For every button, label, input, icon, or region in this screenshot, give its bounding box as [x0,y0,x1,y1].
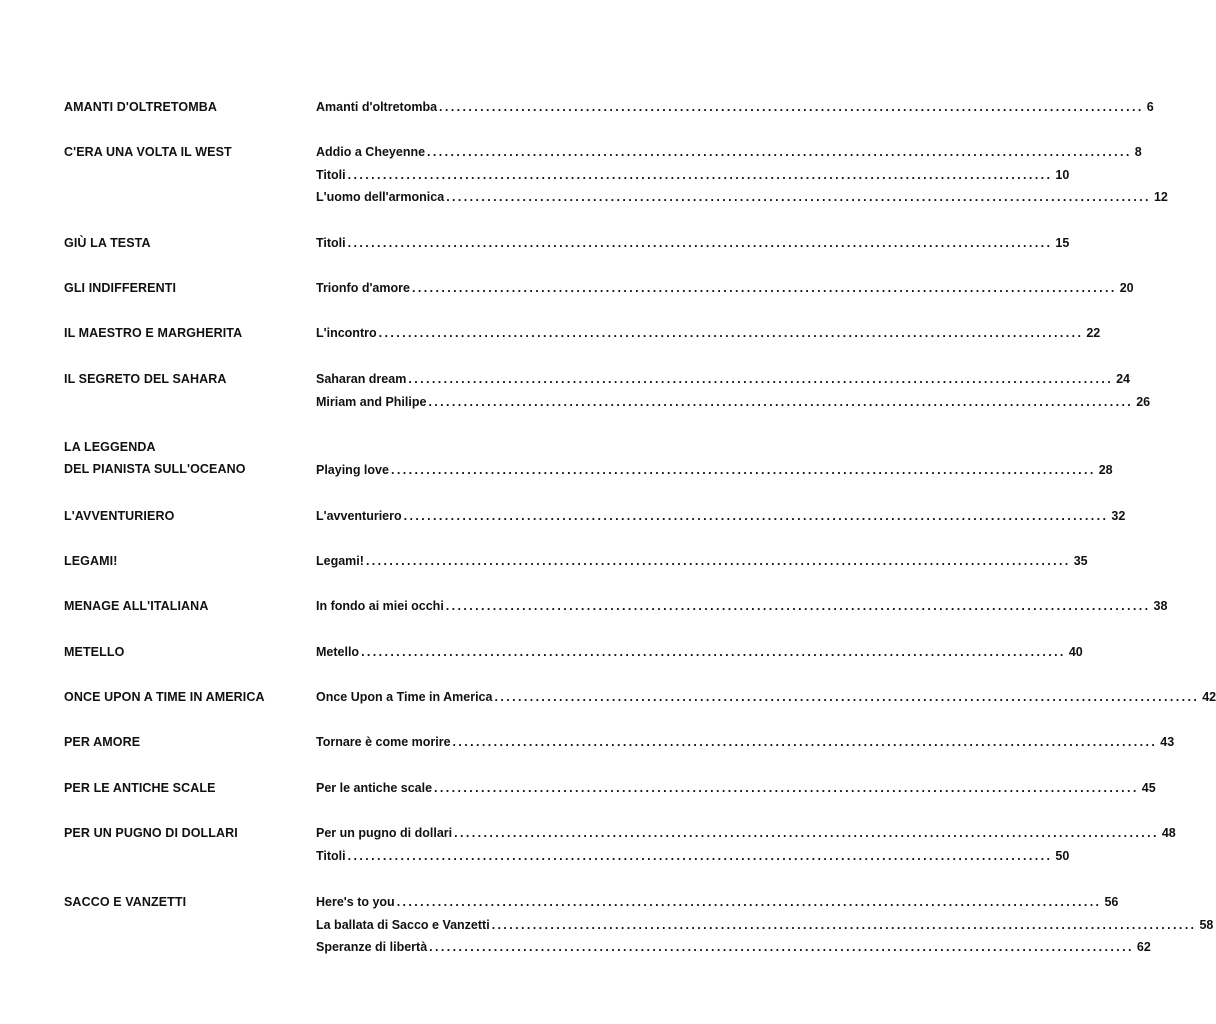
toc-entry [316,936,1151,958]
entry-title: Titoli [316,167,346,182]
entry-title: Saharan dream [316,372,407,386]
entry-title: Addio a Cheyenne [316,145,426,159]
entry-title: Speranze di libertà [316,940,428,954]
dot-leader: ........................................................................................................................ [445,599,1151,613]
page-number: 22 [1086,326,1101,340]
toc-entry [316,891,1119,913]
page-number: 28 [1098,462,1113,477]
toc-entry [316,686,1216,708]
entry-title: Per le antiche scale [316,781,433,795]
page-number: 32 [1111,509,1126,523]
page-number: 42 [1202,690,1216,704]
dot-leader: ........................................................................................................................ [411,281,1117,295]
dot-leader: ........................................................................................................................ [434,781,1139,795]
toc-entry [316,186,1168,208]
dot-leader: ........................................................................................................................ [347,848,1053,863]
toc-entry [316,777,1156,799]
page-number: 12 [1153,190,1168,204]
film-title [64,641,304,663]
dot-leader: ........................................................................................................................ [347,167,1053,182]
toc-entry [316,595,1168,617]
entry-title: Titoli [316,236,346,250]
toc-entry [316,141,1142,163]
dot-leader: ........................................................................................................................ [494,690,1200,704]
film-title [64,368,304,390]
film-title-line: DEL PIANISTA SULL'OCEANO [64,462,246,476]
film-title [64,436,304,480]
film-title-line: MENAGE ALL'ITALIANA [64,599,209,613]
dot-leader: ........................................................................................................................ [396,895,1102,909]
dot-leader: ........................................................................................................................ [454,826,1159,840]
film-title-line: IL SEGRETO DEL SAHARA [64,372,227,386]
toc-entry [316,459,1113,481]
film-title-line: AMANTI D'OLTRETOMBA [64,100,218,114]
film-title-line: PER UN PUGNO DI DOLLARI [64,826,238,840]
page-number: 56 [1104,895,1119,909]
page-number: 40 [1068,645,1083,659]
film-title-line: PER LE ANTICHE SCALE [64,781,216,795]
film-title [64,891,304,913]
page-number: 48 [1161,826,1176,840]
toc-entry [316,164,1070,186]
page-number: 45 [1141,781,1156,795]
film-title-line: GLI INDIFFERENTI [64,281,177,295]
film-title [64,731,304,753]
page-number: 43 [1160,735,1175,749]
toc-entry [316,731,1175,753]
film-title [64,686,304,708]
dot-leader: ........................................................................................................................ [378,326,1084,340]
film-title-line: METELLO [64,645,125,659]
page-number: 38 [1153,599,1168,613]
toc-entry [316,368,1130,390]
film-title-line: GIÙ LA TESTA [64,236,151,250]
film-title [64,277,304,299]
toc-entry [316,822,1176,844]
page-number: 24 [1116,372,1130,386]
film-title-line: IL MAESTRO E MARGHERITA [64,326,243,340]
dot-leader: ........................................................................................................................ [439,100,1144,114]
entry-title: Titoli [316,848,346,863]
dot-leader: ........................................................................................................................ [390,462,1096,477]
film-title [64,96,304,118]
film-title [64,822,304,844]
dot-leader: ........................................................................................................................ [428,394,1134,409]
page-number: 8 [1134,145,1142,159]
dot-leader: ........................................................................................................................ [491,917,1197,932]
dot-leader: ........................................................................................................................ [365,554,1071,568]
entry-title: Per un pugno di dollari [316,826,453,840]
dot-leader: ........................................................................................................................ [446,190,1151,204]
page-number: 58 [1199,917,1214,932]
film-title-line: SACCO E VANZETTI [64,895,187,909]
page-number: 50 [1055,848,1070,863]
dot-leader: ........................................................................................................................ [429,940,1134,954]
page-number: 35 [1073,554,1088,568]
dot-leader: ........................................................................................................................ [403,509,1109,523]
entry-title: Metello [316,645,360,659]
film-title [64,141,304,163]
toc-entry [316,232,1070,254]
film-title [64,777,304,799]
dot-leader: ........................................................................................................................ [408,372,1114,386]
film-title [64,505,304,527]
film-title [64,322,304,344]
film-title-line: LEGAMI! [64,554,118,568]
entry-title: L'uomo dell'armonica [316,190,445,204]
page-number: 62 [1136,940,1151,954]
entry-title: Once Upon a Time in America [316,690,493,704]
entry-title: Miriam and Philipe [316,394,427,409]
film-title-line: ONCE UPON A TIME IN AMERICA [64,690,265,704]
page-number: 20 [1119,281,1134,295]
entry-title: L'incontro [316,326,377,340]
entry-title: Tornare è come morire [316,735,451,749]
dot-leader: ........................................................................................................................ [361,645,1066,659]
film-title [64,232,304,254]
film-title [64,550,304,572]
entry-title: Playing love [316,462,389,477]
toc-entry [316,96,1154,118]
entry-title: Here's to you [316,895,395,909]
toc-entry [316,277,1134,299]
dot-leader: ........................................................................................................................ [427,145,1132,159]
film-title-line: LA LEGGENDA [64,440,156,454]
entry-title: Amanti d'oltretomba [316,100,438,114]
page-number: 15 [1055,236,1070,250]
film-title-line: L'AVVENTURIERO [64,509,175,523]
entry-title: L'avventuriero [316,509,402,523]
toc-entry [316,914,1214,936]
dot-leader: ........................................................................................................................ [347,236,1053,250]
entry-title: Trionfo d'amore [316,281,410,295]
film-title-line: PER AMORE [64,735,141,749]
toc-entry [316,322,1101,344]
dot-leader: ........................................................................................................................ [452,735,1158,749]
toc-entry [316,845,1070,867]
film-title-line: C'ERA UNA VOLTA IL WEST [64,145,232,159]
toc-entry [316,391,1151,413]
entry-title: La ballata di Sacco e Vanzetti [316,917,490,932]
page-number: 26 [1136,394,1151,409]
toc-entry [316,505,1126,527]
page-number: 10 [1055,167,1070,182]
film-title [64,595,304,617]
entry-title: Legami! [316,554,364,568]
entry-title: In fondo ai miei occhi [316,599,444,613]
toc-entry [316,550,1088,572]
toc-entry [316,641,1083,663]
page-number: 6 [1146,100,1154,114]
